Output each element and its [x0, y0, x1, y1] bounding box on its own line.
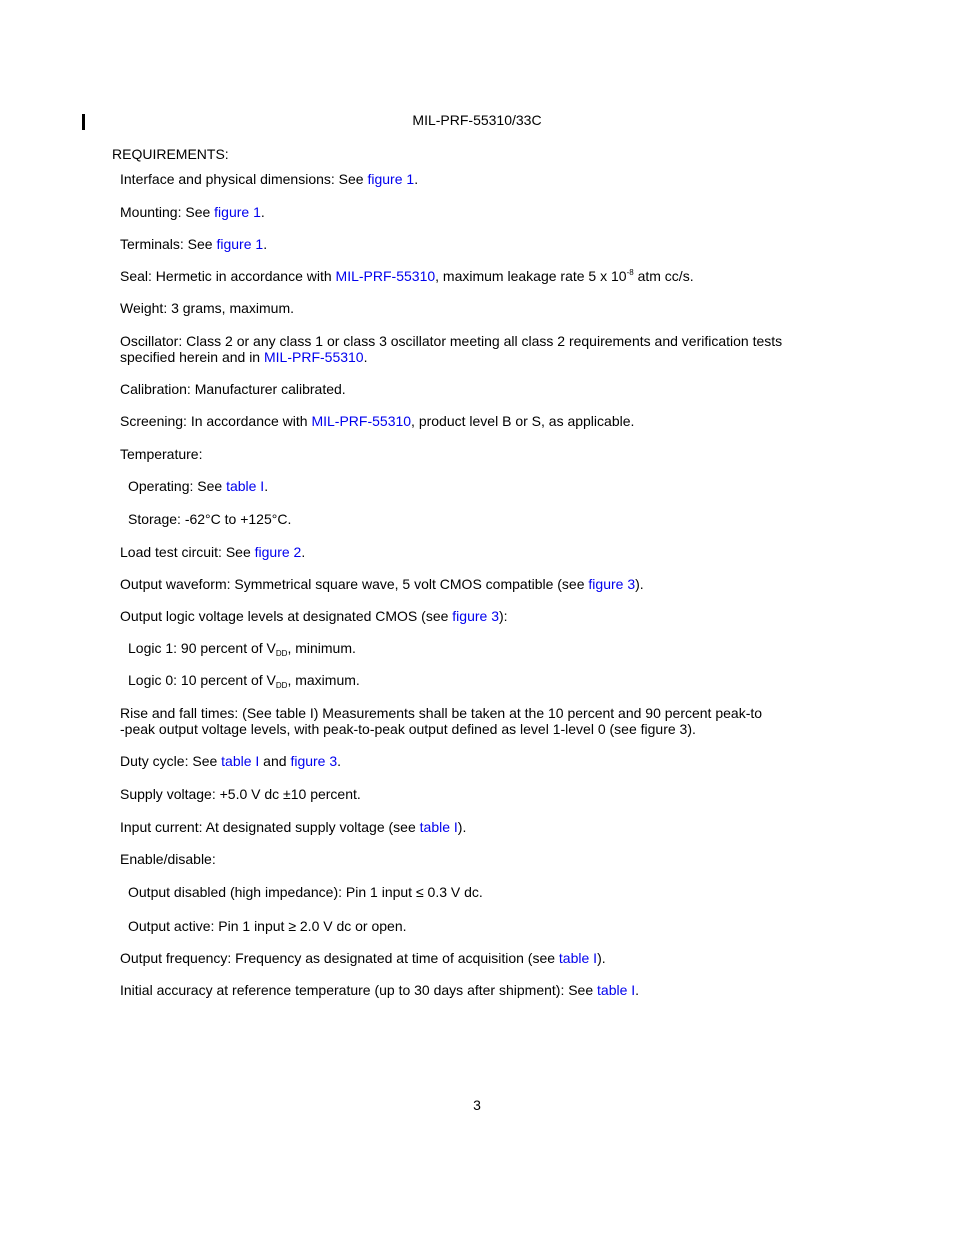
temperature-heading: Temperature: — [120, 446, 203, 462]
figure-3-link[interactable]: figure 3 — [290, 753, 338, 769]
table-i-link[interactable]: table I — [597, 982, 636, 998]
terminals-paragraph: Terminals: See figure 1. — [120, 236, 268, 252]
figure-3-link[interactable]: figure 3 — [588, 576, 636, 592]
mounting-paragraph: Mounting: See figure 1. — [120, 204, 265, 220]
rise-fall-line-1: Rise and fall times: (See table I) Measurements shall be taken at the 10 percent and 90 percent peak-to — [120, 705, 763, 721]
mil-prf-55310-link[interactable]: MIL-PRF-55310 — [311, 413, 412, 429]
storage-temperature: Storage: -62°C to +125°C. — [128, 511, 292, 527]
oscillator-line-2: specified herein and in MIL-PRF-55310. — [120, 349, 368, 365]
figure-3-link[interactable]: figure 3 — [452, 608, 499, 624]
duty-cycle-paragraph: Duty cycle: See table I and figure 3. — [120, 753, 342, 769]
input-current-paragraph: Input current: At designated supply voltage (see table I). — [120, 819, 467, 835]
screening-paragraph: Screening: In accordance with MIL-PRF-55310, product level B or S, as applicable. — [120, 413, 635, 429]
figure-1-link[interactable]: figure 1 — [216, 236, 264, 252]
logic-0-level: Logic 0: 10 percent of $V_{DD}$, maximum. — [128, 672, 360, 690]
output-disabled: Output disabled (high impedance): Pin 1 input ≤ 0.3 V dc. — [128, 884, 483, 900]
rise-fall-paragraph — [120, 705, 762, 737]
leakage-exponent: -8 — [626, 268, 634, 277]
section-title: REQUIREMENTS: — [112, 146, 229, 162]
table-i-link[interactable]: table I — [221, 753, 260, 769]
supply-voltage-paragraph: Supply voltage: +5.0 V dc ±10 percent. — [120, 786, 361, 802]
rise-fall-line-2: -peak output voltage levels, with peak-to-peak output defined as level 1-level 0 (see figure 3). — [120, 721, 696, 737]
table-i-link[interactable]: table I — [226, 478, 265, 494]
figure-1-link[interactable]: figure 1 — [367, 171, 415, 187]
output-frequency-paragraph: Output frequency: Frequency as designated at time of acquisition (see table I). — [120, 950, 606, 966]
weight-paragraph: Weight: 3 grams, maximum. — [120, 300, 295, 316]
page-header — [0, 112, 954, 128]
initial-accuracy-paragraph: Initial accuracy at reference temperature (up to 30 days after shipment): See table I. — [120, 982, 640, 998]
document-id: MIL-PRF-55310/33C — [412, 112, 542, 128]
load-test-paragraph: Load test circuit: See figure 2. — [120, 544, 306, 560]
logic-1-level: Logic 1: 90 percent of $V_{DD}$, minimum. — [128, 640, 356, 658]
seal-paragraph: Seal: Hermetic in accordance with MIL-PRF-55310, maximum leakage rate 5 x $10^{-8}$ atm cc/s. — [120, 268, 694, 284]
output-active: Output active: Pin 1 input ≥ 2.0 V dc or open. — [128, 918, 407, 934]
oscillator-line-1: Oscillator: Class 2 or any class 1 or class 3 oscillator meeting all class 2 requirements and verification tests — [120, 333, 783, 349]
table-i-link[interactable]: table I — [558, 950, 598, 966]
calibration-paragraph: Calibration: Manufacturer calibrated. — [120, 381, 346, 397]
oscillator-paragraph — [120, 333, 782, 365]
mil-prf-55310-link[interactable]: MIL-PRF-55310 — [264, 349, 364, 365]
logic-levels-paragraph: Output logic voltage levels at designated CMOS (see figure 3): — [120, 608, 508, 624]
interface-paragraph: Interface and physical dimensions: See figure 1. — [120, 171, 419, 187]
page-number: 3 — [473, 1097, 481, 1113]
operating-temperature: Operating: See table I. — [128, 478, 269, 494]
table-i-link[interactable]: table I — [419, 819, 458, 835]
enable-disable-heading: Enable/disable: — [120, 851, 216, 867]
mil-prf-55310-link[interactable]: MIL-PRF-55310 — [335, 268, 436, 284]
figure-2-link[interactable]: figure 2 — [254, 544, 302, 560]
figure-1-link[interactable]: figure 1 — [214, 204, 261, 220]
output-waveform-paragraph: Output waveform: Symmetrical square wave, 5 volt CMOS compatible (see figure 3). — [120, 576, 644, 592]
